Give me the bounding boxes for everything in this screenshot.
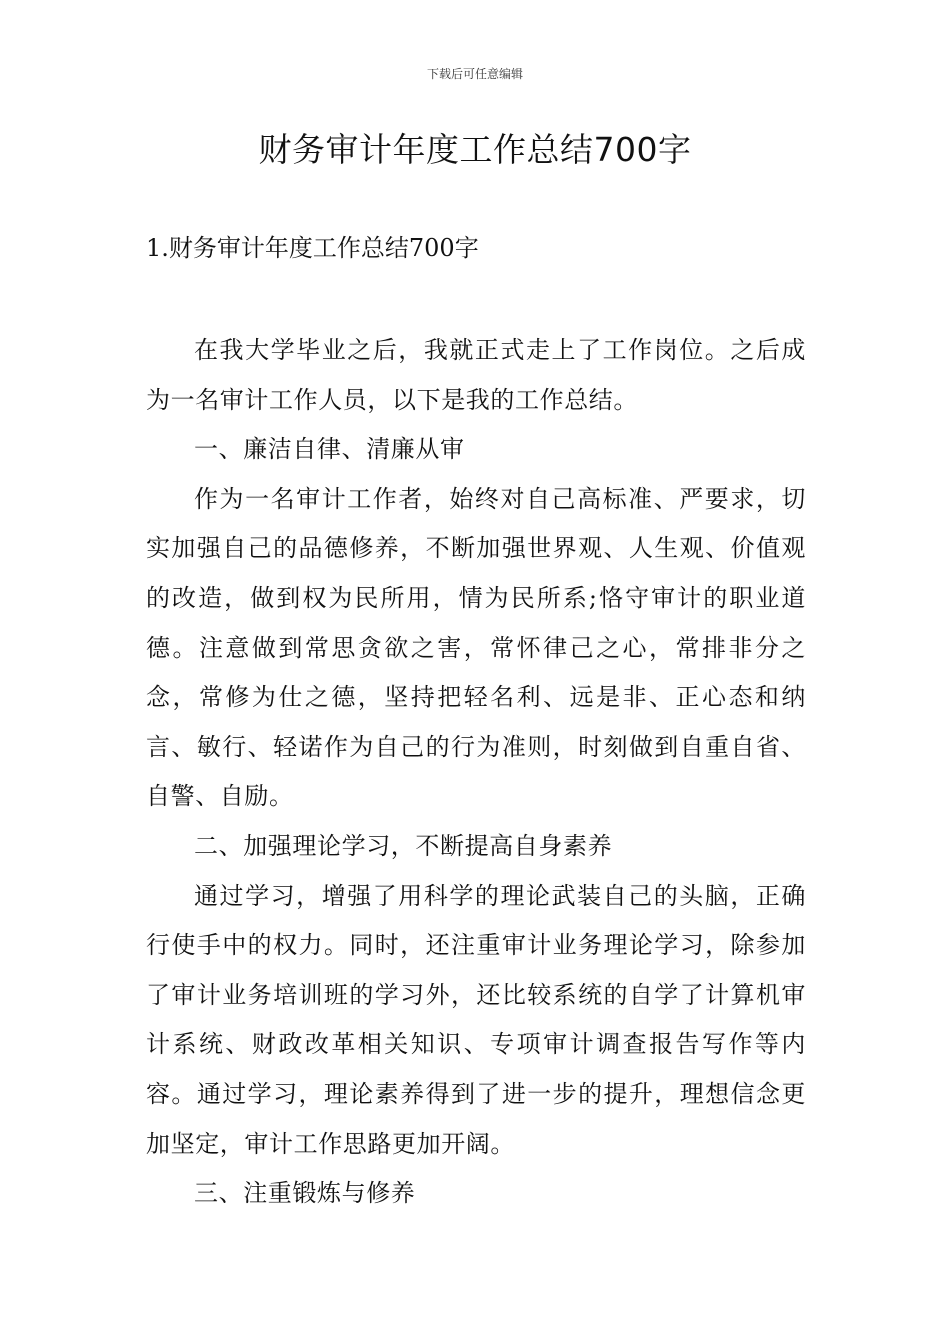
body-text [146, 326, 806, 1219]
intro-paragraph: 在我大学毕业之后，我就正式走上了工作岗位。之后成为一名审计工作人员，以下是我的工作总结。 [146, 336, 806, 414]
section-heading: 1.财务审计年度工作总结700字 [146, 234, 479, 262]
paragraph-study: 通过学习，增强了用科学的理论武装自己的头脑，正确行使手中的权力。同时，还注重审计业务理论学习，除参加了审计业务培训班的学习外，还比较系统的自学了计算机审计系统、财政改革相关知识、专项审计调查报告写作等内容。通过学习，理论素养得到了进一步的提升，理想信念更加坚定，审计工作思路更加开阔。 [146, 881, 806, 1158]
subheading-study: 二、加强理论学习，不断提高自身素养 [194, 831, 613, 860]
paragraph-integrity: 作为一名审计工作者，始终对自己高标准、严要求，切实加强自己的品德修养，不断加强世界观、人生观、价值观的改造，做到权为民所用，情为民所系;恪守审计的职业道德。注意做到常思贪欲之害，常怀律己之心，常排非分之念，常修为仕之德，坚持把轻名利、远是非、正心态和纳言、敏行、轻诺作为自己的行为准则，时刻做到自重自省、自警、自励。 [146, 484, 806, 811]
header-note: 下载后可任意编辑 [426, 67, 523, 81]
subheading-integrity: 一、廉洁自律、清廉从审 [194, 435, 465, 464]
document-title: 财务审计年度工作总结700字 [258, 130, 692, 169]
subheading-training: 三、注重锻炼与修养 [194, 1179, 416, 1208]
